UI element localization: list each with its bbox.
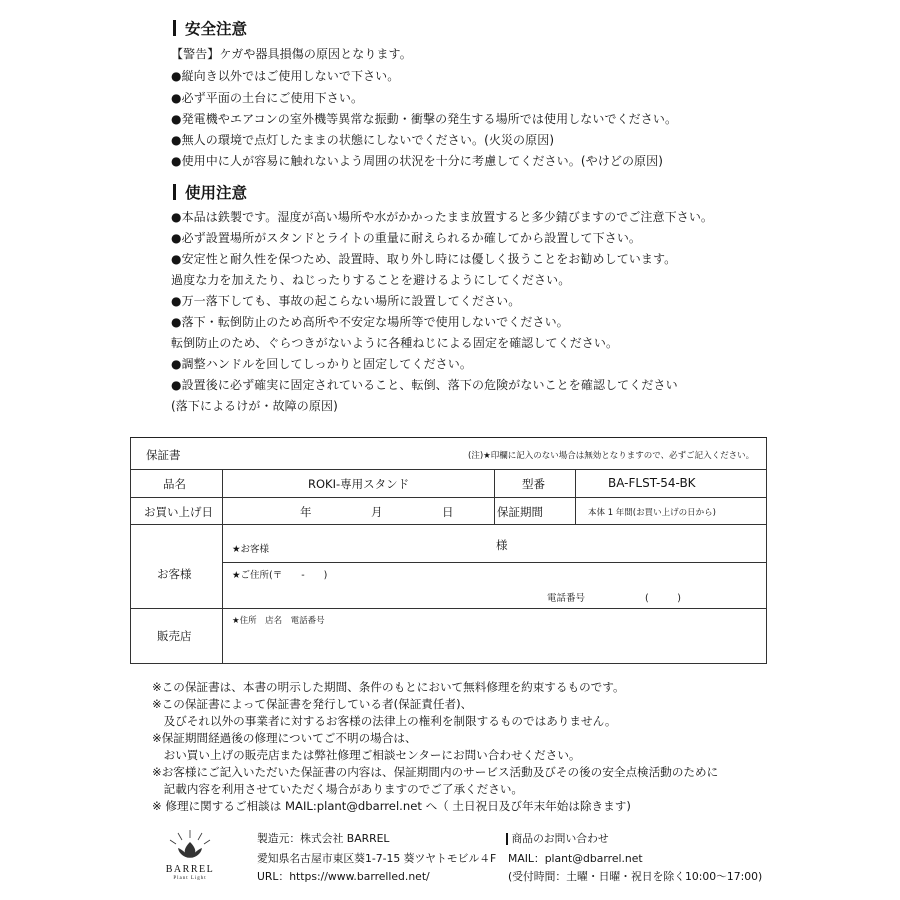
usage-line: ●調整ハンドルを回してしっかりと固定してください。 [171,357,472,371]
contact-mail[interactable]: MAIL：plant@dbarrel.net [508,852,643,865]
customer-label: お客様 [157,567,192,581]
maker-text: 製造元：株式会社 BARREL [257,832,390,845]
card-title: 保証書 [146,448,181,462]
card-rule [130,438,131,663]
safety-line: ●使用中に人が容易に触れないよう周囲の状況を十分に考慮してください。(やけどの原因) [171,154,664,168]
customer-name-field[interactable]: ★お客様 [232,544,270,555]
card-rule [130,663,767,664]
sama-suffix: 様 [496,538,508,552]
maker-url[interactable]: URL：https://www.barrelled.net/ [257,870,430,883]
safety-line: ●必ず平面の土台にご使用下さい。 [171,91,364,105]
card-rule [130,497,767,498]
date-day: 日 [442,505,454,519]
heading-bar [173,20,176,36]
safety-line: 【警告】ケガや器具損傷の原因となります。 [171,47,412,61]
contact-heading-bar [506,833,508,845]
safety-heading [173,17,247,39]
note-line: ※保証期間経過後の修理についてご不明の場合は、 [152,731,417,745]
usage-line: ●万一落下しても、事故の起こらない場所に設置してください。 [171,294,521,308]
safety-line: ●無人の環境で点灯したままの状態にしないでください。(火災の原因) [171,133,555,147]
card-rule [130,469,767,470]
note-line: 及びそれ以外の事業者に対するお客様の法律上の権利を制限するものではありません。 [152,714,617,728]
shop-fields[interactable]: ★住所 店名 電話番号 [232,616,325,626]
card-rule [494,469,495,524]
barrel-logo [148,826,232,886]
phone-field[interactable]: ( ) [645,593,681,604]
usage-line: ●安定性と耐久性を保つため、設置時、取り外し時には優しく扱うことをお勧めしています。 [171,252,677,266]
shop-label: 販売店 [157,629,192,643]
date-year: 年 [300,505,312,519]
usage-line: ●本品は鉄製です。湿度が高い場所や水がかかったまま放置すると多少錆びますのでご注意下さい。 [171,210,714,224]
card-rule [222,469,223,663]
warranty-card [130,437,767,664]
note-line: おい買い上げの販売店または弊社修理ご相談センターにお問い合わせください。 [152,748,581,762]
maker-address: 愛知県名古屋市東区葵1-7-15 葵ツヤトモビル４F [257,852,497,865]
logo-text: BARREL [165,864,215,875]
safety-line: ●発電機やエアコンの室外機等異常な振動・衝撃の発生する場所では使用しないでください。 [171,112,678,126]
card-rule [575,469,576,524]
usage-line: 転倒防止のため、ぐらつきがないように各種ねじによる固定を確認してください。 [171,336,619,350]
contact-title: 商品のお問い合わせ [511,832,609,845]
product-label: 品名 [163,477,186,491]
heading-bar [173,184,176,200]
note-line: ※ 修理に関するご相談は MAIL:plant@dbarrel.net へ（ 土日祝日及び年末年始は除きます) [152,799,631,813]
card-rule [766,438,767,663]
usage-line: ●落下・転倒防止のため高所や不安定な場所等で使用しないでください。 [171,315,569,329]
card-rule [222,562,767,563]
model-value: BA-FLST-54-BK [608,476,696,490]
note-line: ※お客様にご記入いただいた保証書の内容は、保証期間内のサービス活動及びその後の安全点検活動のために [152,765,719,779]
note-line: 記載内容を利用させていただく場合がありますのでご了承ください。 [152,782,524,796]
address-field[interactable]: ★ご住所(〒 - ) [232,570,328,581]
period-value: 本体 1 年間(お買い上げの日から) [588,508,716,518]
phone-label: 電話番号 [547,593,586,604]
usage-heading [173,181,247,203]
safety-title: 安全注意 [185,20,248,38]
product-value: ROKI-専用スタンド [308,477,410,491]
contact-hours: (受付時間：土曜・日曜・祝日を除く10:00～17:00) [508,870,763,883]
card-rule [130,608,767,609]
logo-subtext: Plant Light [173,876,207,881]
safety-line: ●縦向き以外ではご使用しないで下さい。 [171,69,400,83]
usage-line: ●設置後に必ず確実に固定されていること、転倒、落下の危険がないことを確認してください [171,378,678,392]
date-month: 月 [371,505,383,519]
contact-heading [506,831,609,846]
usage-title: 使用注意 [185,184,248,202]
note-line: ※この保証書によって保証書を発行している者(保証責任者)、 [152,697,473,711]
purchase-date-label: お買い上げ日 [144,505,213,519]
note-line: ※この保証書は、本書の明示した期間、条件のもとにおいて無料修理を約束するものです。 [152,680,625,694]
card-note: (注)★印欄に記入のない場合は無効となりますので、必ずご記入ください。 [468,451,755,461]
card-rule [130,524,767,525]
usage-line: 過度な力を加えたり、ねじったりすることを避けるようにしてください。 [171,273,571,287]
period-label: 保証期間 [497,505,543,519]
model-label: 型番 [522,477,545,491]
usage-line: (落下によるけが・故障の原因) [171,399,338,413]
usage-line: ●必ず設置場所がスタンドとライトの重量に耐えられるか確してから設置して下さい。 [171,231,642,245]
